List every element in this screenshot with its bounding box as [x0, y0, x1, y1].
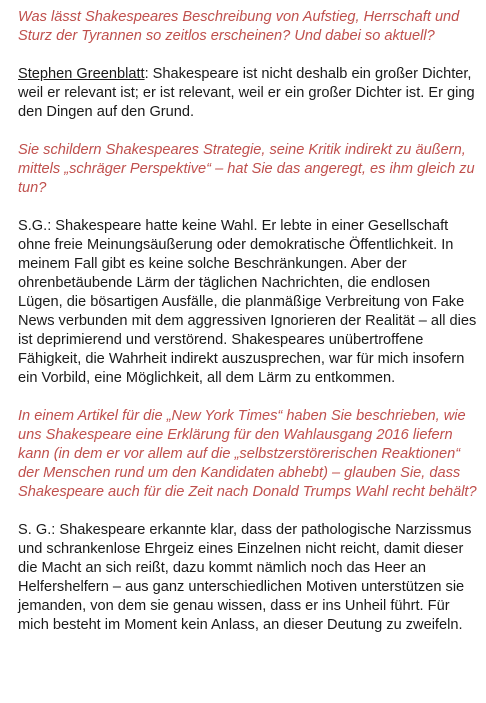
- answer-1: [18, 65, 478, 122]
- speaker-name: Stephen Greenblatt: [18, 66, 145, 82]
- answer-2: S.G.: Shakespeare hatte keine Wahl. Er lebte in einer Gesellschaft ohne freie Meinungsäußerung oder demokratische Öffentlichkeit. In meinem Fall gibt es keine solche Beschränkungen. Aber der ohrenbetäubende Lärm der täglichen Nachrichten, die endlosen Lügen, die bösartigen Ausfälle, die planmäßige Verbreitung von Fake News verbunden mit dem aggressiven Ignorieren der Realität – all dies ist deprimierend und verstörend. Shakespeares unübertroffene Fähigkeit, die Wahrheit indirekt auszusprechen, war für mich insofern ein Vorbild, eine Möglichkeit, all dem Lärm zu entkommen.: [18, 218, 477, 386]
- answer-3: S. G.: Shakespeare erkannte klar, dass der pathologische Narzissmus und schrankenlose Ehrgeiz eines Einzelnen nicht reicht, damit dieser die Macht an sich reißt, dazu kommt nämlich noch das Heer an Helfershelfern – aus ganz unterschiedlichen Motiven unterstützen sie jemanden, von dem sie genau wissen, dass er ins Unheil führt. Für mich besteht im Moment kein Anlass, an dieser Deutung zu zweifeln.: [18, 522, 472, 633]
- question-3: In einem Artikel für die „New York Times“ haben Sie beschrieben, wie uns Shakespeare eine Erklärung für den Wahlausgang 2016 liefern kann (in dem er vor allem auf die „selbstzerstörerischen Reaktionen“ der Menschen rund um den Kandidaten abhebt) – glauben Sie, dass Shakespeare auch für die Zeit nach Donald Trumps Wahl recht behält?: [18, 408, 477, 500]
- question-1: Was lässt Shakespeares Beschreibung von Aufstieg, Herrschaft und Sturz der Tyrannen so zeitlos erscheinen? Und dabei so aktuell?: [18, 9, 460, 44]
- question-2: Sie schildern Shakespeares Strategie, seine Kritik indirekt zu äußern, mittels „schräger Perspektive“ – hat Sie das angeregt, es ihm gleich zu tun?: [18, 142, 475, 196]
- interview-document: [18, 8, 478, 654]
- answer-1-text: : Shakespeare ist nicht deshalb ein großer Dichter, weil er relevant ist; er ist relevant, weil er ein großer Dichter ist. Er ging den Dingen auf den Grund.: [18, 66, 475, 120]
